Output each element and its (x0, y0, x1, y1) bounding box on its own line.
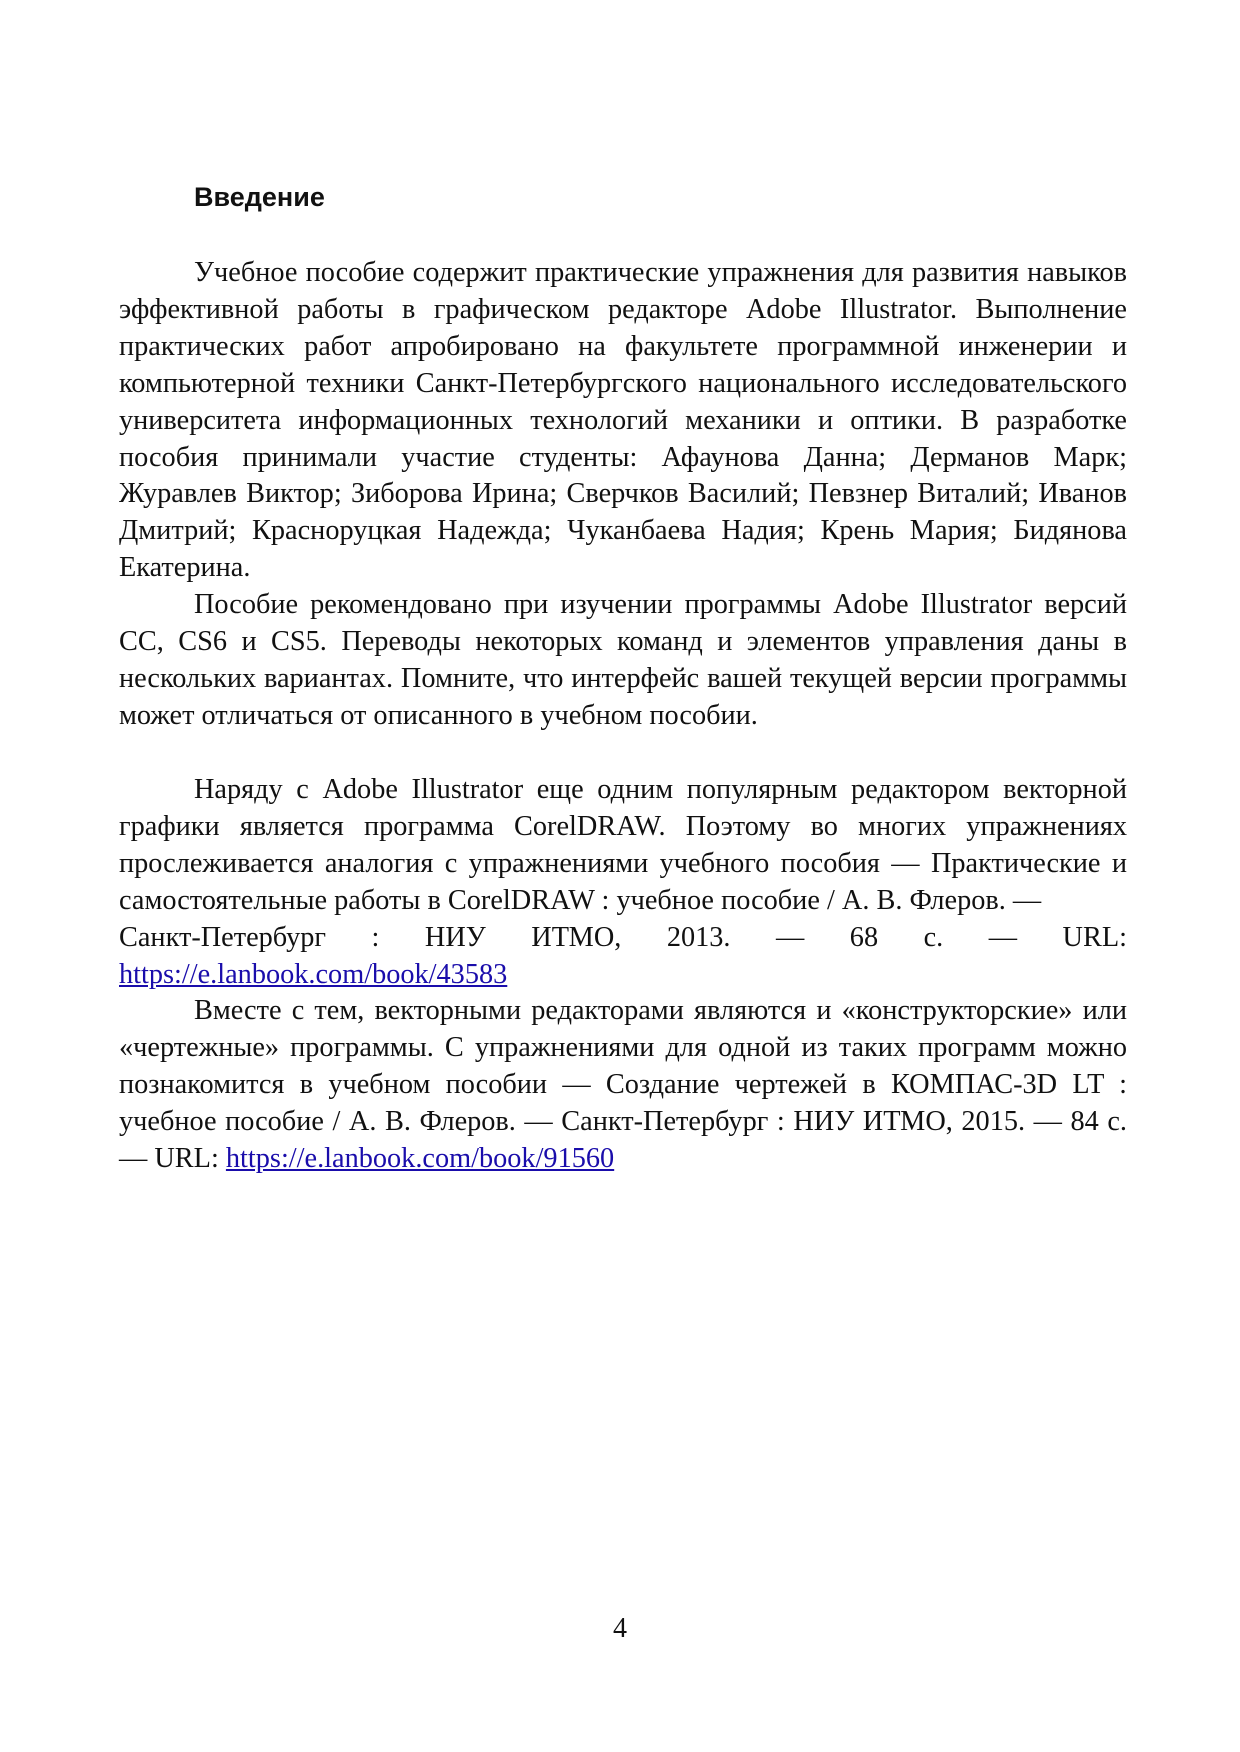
paragraph-kompas (119, 993, 1127, 1178)
page-number: 4 (613, 1613, 627, 1644)
intro-text-block (119, 255, 1127, 735)
paragraph-kompas-text: Вместе с тем, векторными редакторами являются и «конструкторские» или «чертежные» программы. С упражнениями для одной из таких программ можно познакомится в учебном пособии — Создание чертежей в КОМПАС-3D LT : учебное пособие / А. В. Флеров. — Санкт-Петербург : НИУ ИТМО, 2015. — 84 с. — URL: (119, 995, 1127, 1175)
paragraph-intro: Учебное пособие содержит практические упражнения для развития навыков эффективной работы в графическом редакторе Adobe Illustrator. Выполнение практических работ апробировано на факультете программной инженерии и компьютерной техники Санкт-Петербургского национального исследовательского университета информационных технологий механики и оптики. В разработке пособия принимали участие студенты: Афаунова Данна; Дерманов Марк; Журавлев Виктор; Зиборова Ирина; Сверчков Василий; Певзнер Виталий; Иванов Дмитрий; Красноруцкая Надежда; Чуканбаева Надия; Крень Мария; Бидянова Екатерина. (119, 257, 1127, 584)
paragraph-coreldraw-text: Наряду с Adobe Illustrator еще одним популярным редактором векторной графики является программа CorelDRAW. Поэтому во многих упражнениях прослеживается аналогия с упражнениями учебного пособия — Практические и самостоятельные работы в CorelDRAW : учебное пособие / А. В. Флеров. — (119, 774, 1127, 916)
paragraph-coreldraw (119, 772, 1127, 993)
paragraph-versions: Пособие рекомендовано при изучении программы Adobe Illustrator версий CC, CS6 и CS5. Переводы некоторых команд и элементов управления даны в нескольких вариантах. Помните, что интерфейс вашей текущей версии программы может отличаться от описанного в учебном пособии. (119, 589, 1127, 731)
kompas-book-link[interactable]: https://e.lanbook.com/book/91560 (225, 1143, 615, 1175)
coreldraw-book-link[interactable]: https://e.lanbook.com/book/43583 (119, 958, 508, 990)
references-text-block (119, 772, 1127, 1178)
section-heading: Введение (194, 182, 325, 212)
paragraph-coreldraw-citation-line: Санкт-Петербург : НИУ ИТМО, 2013. — 68 с. — URL: (119, 921, 1127, 953)
